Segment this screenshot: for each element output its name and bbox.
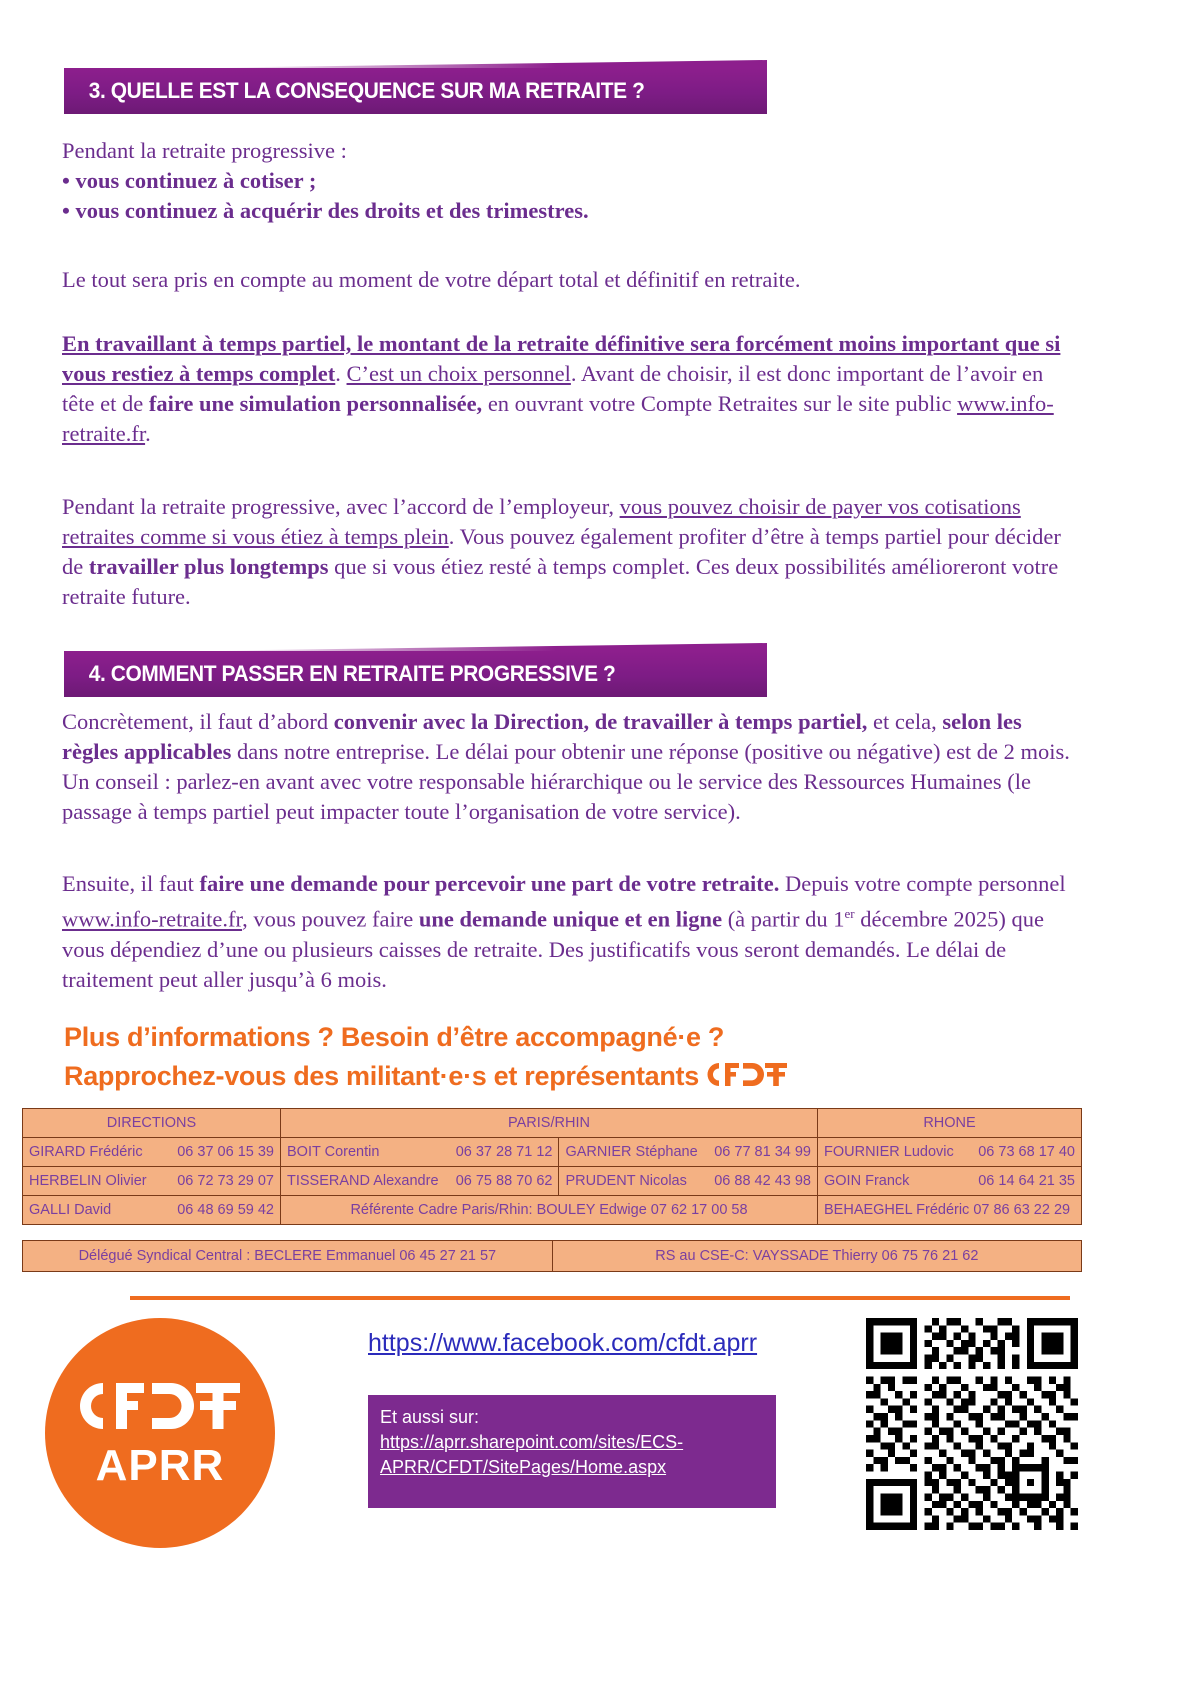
section-3-paragraph-3 — [62, 492, 1067, 612]
contact-name: PRUDENT Nicolas — [565, 1173, 687, 1189]
s4-p1-c: dans notre entreprise. Le délai pour obtenir une réponse (positive ou négative) est de 2 mois. Un conseil : parlez-en avant avec votre responsable hiérarchique ou le service des Ressources Humaines (le passage à temps partiel peut impacter toute l’organisation de votre service). — [62, 739, 1070, 824]
section-3-intro: Pendant la retraite progressive : — [62, 138, 347, 163]
contact-cell — [818, 1138, 1082, 1167]
p3-bold: travailler plus longtemps — [88, 554, 329, 579]
contact-phone: 06 88 42 43 98 — [714, 1173, 811, 1189]
p2-c: en ouvrant votre Compte Retraites sur le site public — [482, 391, 958, 416]
referente-cadre-cell: Référente Cadre Paris/Rhin: BOULEY Edwige 07 62 17 00 58 — [281, 1196, 818, 1225]
contact-phone: 06 72 73 29 07 — [177, 1173, 274, 1189]
contact-phone: 06 73 68 17 40 — [978, 1144, 1075, 1160]
contact-phone: 06 77 81 34 99 — [714, 1144, 811, 1160]
sharepoint-label: Et aussi sur: — [380, 1407, 480, 1427]
col-header-rhone: RHONE — [818, 1109, 1082, 1138]
contact-cell — [281, 1167, 559, 1196]
contact-name: GOIN Franck — [824, 1173, 910, 1189]
facebook-link[interactable]: https://www.facebook.com/cfdt.aprr — [368, 1329, 758, 1357]
qr-code — [866, 1318, 1078, 1530]
cta-line-2-text: Rapprochez-vous des militant·e·s et représentants — [64, 1061, 699, 1091]
table-row — [23, 1167, 1082, 1196]
p2-underline: C’est un choix personnel — [346, 361, 571, 386]
contact-phone: 06 14 64 21 35 — [978, 1173, 1075, 1189]
contact-cell — [23, 1167, 281, 1196]
contact-phone: 06 37 06 15 39 — [177, 1144, 274, 1160]
table-row — [23, 1196, 1082, 1225]
contacts-table-head — [23, 1109, 1082, 1138]
p3-c: que si vous étiez resté à temps complet. Ces deux possibilités amélioreront votre retraite future. — [62, 554, 1059, 609]
s4-p2-d: (à partir du 1 — [722, 906, 845, 932]
section-4-paragraph-1 — [62, 707, 1070, 827]
contact-cell — [23, 1138, 281, 1167]
sharepoint-box — [368, 1395, 776, 1508]
section-4-paragraph-2 — [62, 869, 1070, 995]
contact-cell — [559, 1138, 818, 1167]
section-3-paragraph-1: Le tout sera pris en compte au moment de votre départ total et définitif en retraite. — [62, 267, 801, 292]
section-3-paragraph-2 — [62, 329, 1062, 449]
section-3-bullet-2: • vous continuez à acquérir des droits et des trimestres. — [62, 198, 589, 223]
p3-underline: vous pouvez choisir de payer vos cotisations retraites comme si vous étiez à temps plein — [62, 494, 1021, 549]
cta-line-1: Plus d’informations ? Besoin d’être accompagné·e ? — [64, 1022, 725, 1052]
contacts-table-body — [23, 1138, 1082, 1225]
rs-cse-c-cell: RS au CSE-C: VAYSSADE Thierry 06 75 76 21 62 — [552, 1241, 1081, 1272]
contact-cell: BEHAEGHEL Frédéric 07 86 63 22 29 — [818, 1196, 1082, 1225]
cfdt-logo-icon — [705, 1061, 789, 1088]
contact-name: TISSERAND Alexandre — [287, 1173, 439, 1189]
contact-name: GARNIER Stéphane — [565, 1144, 698, 1160]
section-3-bullet-1: • vous continuez à cotiser ; — [62, 168, 317, 193]
contact-name: HERBELIN Olivier — [29, 1173, 147, 1189]
contact-phone: 06 37 28 71 12 — [455, 1144, 553, 1160]
s4-p2-b: Depuis votre compte personnel — [779, 871, 1066, 896]
heading-wedge-decoration — [64, 60, 767, 68]
p2-a: . — [335, 361, 347, 386]
s4-p1-bold-1: convenir avec la Direction, de travailler à temps partiel, — [333, 709, 868, 734]
section-3-heading — [64, 68, 767, 114]
table-row — [23, 1241, 1082, 1272]
col-header-paris-rhin: PARIS/RHIN — [281, 1109, 818, 1138]
table-header-row — [23, 1109, 1082, 1138]
contact-name: BOIT Corentin — [287, 1144, 380, 1160]
contacts-table — [22, 1108, 1082, 1225]
section-4-heading-text: 4. COMMENT PASSER EN RETRAITE PROGRESSIVE ? — [88, 661, 616, 686]
contact-phone: 06 75 88 70 62 — [455, 1173, 553, 1189]
p2-bold: faire une simulation personnalisée, — [148, 391, 483, 416]
s4-p1-b: et cela, — [867, 709, 943, 734]
s4-p2-a: Ensuite, il faut — [62, 871, 200, 896]
contact-cell — [281, 1138, 559, 1167]
contact-cell — [23, 1196, 281, 1225]
section-3-heading-text: 3. QUELLE EST LA CONSEQUENCE SUR MA RETRAITE ? — [88, 78, 645, 103]
contact-cell — [818, 1167, 1082, 1196]
s4-p1-bold-2: selon les règles applicables — [62, 709, 1022, 764]
delegue-syndical-central-cell: Délégué Syndical Central : BECLERE Emmanuel 06 45 27 21 57 — [23, 1241, 553, 1272]
p3-a: Pendant la retraite progressive, avec l’accord de l’employeur, — [62, 494, 620, 519]
cta-line-2 — [64, 1058, 789, 1092]
contact-name: GIRARD Frédéric — [29, 1144, 143, 1160]
info-retraite-link-1[interactable]: www.info-retraite.fr — [62, 391, 1054, 446]
p2-bold-underline: En travaillant à temps partiel, le montant de la retraite définitive sera forcément moins important que si vous restiez à temps complet — [62, 331, 1061, 386]
aprr-logo-text: APRR — [95, 1440, 225, 1490]
section-3-intro-block — [62, 136, 1062, 226]
cfdt-aprr-logo — [45, 1318, 275, 1548]
contact-name: FOURNIER Ludovic — [824, 1144, 954, 1160]
s4-p2-c: , vous pouvez faire — [242, 906, 419, 932]
s4-p2-bold-1: faire une demande pour percevoir une part de votre retraite. — [199, 871, 780, 896]
s4-p2-e: décembre 2025) que vous dépendiez d’une ou plusieurs caisses de retraite. Des justificatifs vous seront demandés. Le délai de traitement peut aller jusqu’à 6 mois. — [62, 906, 1044, 992]
cfdt-wordmark-icon — [75, 1379, 245, 1440]
s4-p2-bold-2: une demande unique et en ligne — [418, 906, 723, 932]
info-retraite-link-2[interactable]: www.info-retraite.fr — [62, 906, 243, 932]
section-4-heading — [64, 651, 767, 697]
orange-divider — [130, 1296, 1070, 1300]
col-header-directions: DIRECTIONS — [23, 1109, 281, 1138]
contact-name: GALLI David — [29, 1202, 112, 1218]
p2-d: . — [145, 421, 151, 446]
sharepoint-link[interactable]: https://aprr.sharepoint.com/sites/ECS-APRR/CFDT/SitePages/Home.aspx — [380, 1432, 684, 1477]
table-row — [23, 1138, 1082, 1167]
s4-p2-ordinal: er — [844, 906, 855, 921]
contact-phone: 06 48 69 59 42 — [177, 1202, 274, 1218]
p3-b: . Vous pouvez également profiter d’être à temps partiel pour décider de — [62, 524, 1061, 579]
contacts-footer-table — [22, 1240, 1082, 1272]
s4-p1-a: Concrètement, il faut d’abord — [62, 709, 334, 734]
contacts-footer-body — [23, 1241, 1082, 1272]
p2-b: . Avant de choisir, il est donc important de l’avoir en tête et de — [62, 361, 1044, 416]
contact-cell — [559, 1167, 818, 1196]
heading-wedge-decoration-2 — [64, 643, 767, 651]
